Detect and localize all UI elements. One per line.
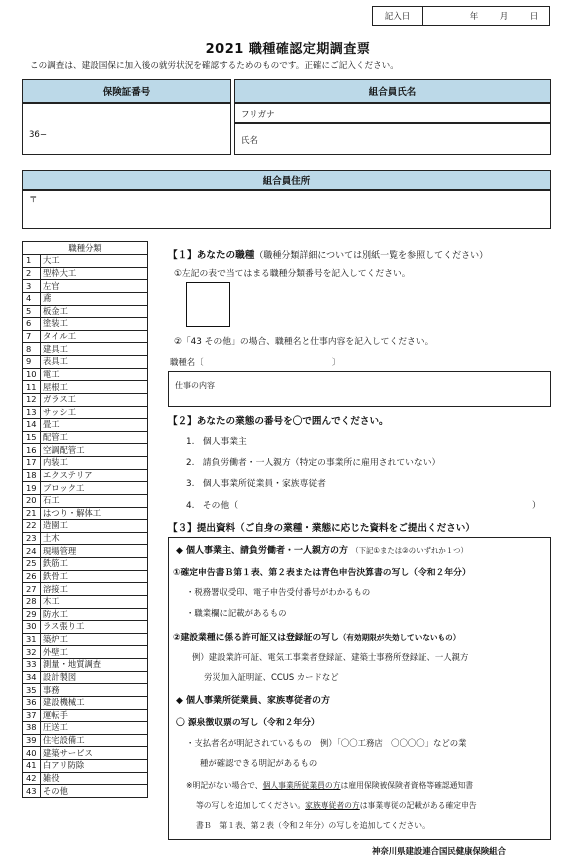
job-name: 建設機械工 bbox=[41, 696, 148, 709]
job-name: 溶接工 bbox=[41, 583, 148, 596]
job-code: 33 bbox=[23, 659, 41, 672]
job-table-row bbox=[23, 419, 148, 432]
job-name: 築炉工 bbox=[41, 633, 148, 646]
job-table-row bbox=[23, 734, 148, 747]
section2-heading: 【２】あなたの業態の番号を〇で囲んでください。 bbox=[168, 416, 389, 427]
job-code: 36 bbox=[23, 696, 41, 709]
job-name-bracket-close: 〕 bbox=[332, 357, 341, 367]
job-code: 38 bbox=[23, 722, 41, 735]
option-text: 個人事業所従業員・家族専従者 bbox=[202, 479, 326, 489]
job-table-row bbox=[23, 709, 148, 722]
job-name: 板金工 bbox=[41, 305, 148, 318]
section1-instruction-1: ①左記の表で当てはまる職種分類番号を記入してください。 bbox=[174, 269, 411, 279]
business-option-1[interactable] bbox=[186, 434, 247, 447]
job-name: 住宅設備工 bbox=[41, 734, 148, 747]
job-code: 8 bbox=[23, 343, 41, 356]
job-table-row bbox=[23, 431, 148, 444]
job-name: 土木 bbox=[41, 532, 148, 545]
option-number: 3. bbox=[186, 479, 195, 489]
job-name: サッシ工 bbox=[41, 406, 148, 419]
job-code: 1 bbox=[23, 255, 41, 268]
job-table-row bbox=[23, 684, 148, 697]
job-name: 測量・地質調査 bbox=[41, 659, 148, 672]
note-text: 等の写しを追加してください。 bbox=[196, 801, 306, 810]
doc-withholding-line-1: ・支払者名が明記されているもの 例）「〇〇工務店 〇〇〇〇」などの業 bbox=[186, 738, 467, 748]
job-code: 23 bbox=[23, 532, 41, 545]
job-table-row bbox=[23, 520, 148, 533]
doc-note-line-3: 書Ｂ 第１表、第２表（令和２年分）の写しを追加してください。 bbox=[196, 821, 430, 830]
docs-group-a-title: ◆ 個人事業主、請負労働者・一人親方の方 bbox=[176, 546, 349, 556]
note-text: は雇用保険被保険者資格等確認通知書 bbox=[340, 781, 474, 790]
job-name: 外壁工 bbox=[41, 646, 148, 659]
job-name-field[interactable] bbox=[216, 356, 330, 368]
furigana-field[interactable] bbox=[234, 103, 551, 123]
address-header: 組合員住所 bbox=[22, 170, 551, 190]
job-code: 40 bbox=[23, 747, 41, 760]
job-table-row bbox=[23, 583, 148, 596]
job-table-row bbox=[23, 356, 148, 369]
date-entry-box bbox=[372, 6, 550, 26]
job-table-row bbox=[23, 570, 148, 583]
job-table-row bbox=[23, 507, 148, 520]
job-table-row bbox=[23, 659, 148, 672]
job-name: 白アリ防除 bbox=[41, 760, 148, 773]
work-content-label: 仕事の内容 bbox=[175, 381, 215, 390]
job-name: 大工 bbox=[41, 255, 148, 268]
job-name: 表具工 bbox=[41, 356, 148, 369]
job-table-row bbox=[23, 595, 148, 608]
business-option-2[interactable] bbox=[186, 455, 440, 468]
page-title: 2021 職種確認定期調査票 bbox=[205, 42, 371, 57]
job-table-row bbox=[23, 785, 148, 798]
job-name: 木工 bbox=[41, 595, 148, 608]
job-name: 鉄筋工 bbox=[41, 558, 148, 571]
job-table-row bbox=[23, 633, 148, 646]
intro-text: この調査は、建設国保に加入後の就労状況を確認するためのものです。正確にご記入ください。 bbox=[30, 61, 399, 71]
job-code: 26 bbox=[23, 570, 41, 583]
job-name: ラス張り工 bbox=[41, 621, 148, 634]
doc-license-example-1: 例）建設業許可証、電気工事業者登録証、建築士事務所登録証、一人親方 bbox=[192, 652, 469, 662]
section1-heading-line bbox=[168, 247, 488, 261]
job-code: 34 bbox=[23, 671, 41, 684]
job-code: 10 bbox=[23, 368, 41, 381]
job-name: 建具工 bbox=[41, 343, 148, 356]
job-table-row bbox=[23, 457, 148, 470]
job-table-row bbox=[23, 267, 148, 280]
job-name: 事務 bbox=[41, 684, 148, 697]
doc-note-line-2 bbox=[196, 800, 477, 811]
date-label: 記入日 bbox=[373, 7, 423, 25]
job-code: 2 bbox=[23, 267, 41, 280]
job-code: 30 bbox=[23, 621, 41, 634]
job-code: 25 bbox=[23, 558, 41, 571]
note-text: は事業専従の記載がある確定申告 bbox=[359, 801, 477, 810]
job-name: 型枠大工 bbox=[41, 267, 148, 280]
furigana-label: フリガナ bbox=[241, 110, 275, 120]
section1-heading: 【１】あなたの職種 bbox=[168, 250, 255, 261]
job-code: 12 bbox=[23, 393, 41, 406]
job-name: ブロック工 bbox=[41, 482, 148, 495]
job-name: 内装工 bbox=[41, 457, 148, 470]
job-table-row bbox=[23, 671, 148, 684]
job-code: 6 bbox=[23, 318, 41, 331]
job-table-row bbox=[23, 330, 148, 343]
doc-license-example-2: 労災加入証明証、CCUS カードなど bbox=[204, 672, 339, 682]
job-name: 左官 bbox=[41, 280, 148, 293]
job-table-row bbox=[23, 621, 148, 634]
job-table-row bbox=[23, 760, 148, 773]
job-code: 4 bbox=[23, 292, 41, 305]
job-table-row bbox=[23, 280, 148, 293]
section1-instruction-2: ②「43 その他」の場合、職種名と仕事内容を記入してください。 bbox=[174, 337, 434, 347]
job-code-input-box[interactable] bbox=[186, 282, 230, 327]
option-text: その他（ bbox=[202, 501, 238, 511]
job-name: その他 bbox=[41, 785, 148, 798]
job-code: 42 bbox=[23, 772, 41, 785]
job-name: 運転手 bbox=[41, 709, 148, 722]
job-code: 35 bbox=[23, 684, 41, 697]
job-code: 29 bbox=[23, 608, 41, 621]
job-name: 鳶 bbox=[41, 292, 148, 305]
job-code: 27 bbox=[23, 583, 41, 596]
job-table-row bbox=[23, 343, 148, 356]
job-name: ガラス工 bbox=[41, 393, 148, 406]
job-code: 28 bbox=[23, 595, 41, 608]
work-content-field[interactable] bbox=[168, 371, 551, 407]
option-text: 請負労働者・一人親方（特定の事業所に雇用されていない） bbox=[202, 458, 441, 468]
member-name-header: 組合員氏名 bbox=[234, 79, 551, 103]
job-code: 20 bbox=[23, 494, 41, 507]
footer-organization: 神奈川県建設連合国民健康保険組合 bbox=[372, 846, 506, 856]
option-number: 2. bbox=[186, 458, 195, 468]
job-code: 11 bbox=[23, 381, 41, 394]
job-table-row bbox=[23, 381, 148, 394]
required-documents-box bbox=[168, 537, 551, 840]
job-table-row bbox=[23, 494, 148, 507]
docs-group-b-title: ◆ 個人事業所従業員、家族専従者の方 bbox=[176, 696, 331, 706]
section1-heading-note: （職種分類詳細については別紙一覧を参照してください） bbox=[254, 251, 489, 261]
job-table-row bbox=[23, 318, 148, 331]
job-table-row bbox=[23, 368, 148, 381]
note-underlined: 家族専従者の方 bbox=[305, 801, 360, 810]
other-business-field[interactable] bbox=[270, 497, 528, 510]
address-field[interactable] bbox=[22, 190, 551, 229]
job-table-row bbox=[23, 646, 148, 659]
job-table-row bbox=[23, 393, 148, 406]
job-table-row bbox=[23, 696, 148, 709]
option-text: 個人事業主 bbox=[202, 437, 247, 447]
job-name: 圧送工 bbox=[41, 722, 148, 735]
job-table-header: 職種分類 bbox=[23, 242, 148, 255]
docs-group-a-title-line bbox=[176, 543, 468, 556]
job-table-row bbox=[23, 772, 148, 785]
doc-tax-return-title: ①確定申告書Ｂ第１表、第２表または青色申告決算書の写し（令和２年分） bbox=[173, 568, 471, 578]
job-code: 32 bbox=[23, 646, 41, 659]
job-name: 屋根工 bbox=[41, 381, 148, 394]
job-code: 17 bbox=[23, 457, 41, 470]
job-name: タイル工 bbox=[41, 330, 148, 343]
job-name: 塗装工 bbox=[41, 318, 148, 331]
job-name: 配管工 bbox=[41, 431, 148, 444]
job-code: 39 bbox=[23, 734, 41, 747]
doc-withholding-title: 〇 源泉徴収票の写し（令和２年分） bbox=[176, 718, 320, 728]
docs-group-a-note: （下記①または②のいずれか１つ） bbox=[351, 546, 468, 555]
job-code: 16 bbox=[23, 444, 41, 457]
doc-note-line-1 bbox=[186, 780, 473, 791]
job-name: はつり・解体工 bbox=[41, 507, 148, 520]
job-code: 15 bbox=[23, 431, 41, 444]
job-name: 雑役 bbox=[41, 772, 148, 785]
insurance-number-prefix: 36− bbox=[29, 130, 47, 140]
insurance-number-field[interactable] bbox=[22, 103, 231, 155]
job-code: 14 bbox=[23, 419, 41, 432]
job-code: 24 bbox=[23, 545, 41, 558]
doc-tax-return-bullet-2: ・職業欄に記載があるもの bbox=[186, 608, 287, 618]
doc-license-note: （有効期限が失効していないもの） bbox=[338, 633, 461, 642]
job-name-label: 職種名〔 bbox=[170, 357, 204, 367]
business-option-4[interactable] bbox=[186, 498, 238, 511]
job-name: 防水工 bbox=[41, 608, 148, 621]
date-field[interactable] bbox=[423, 7, 549, 25]
job-table-row bbox=[23, 255, 148, 268]
job-table-row bbox=[23, 305, 148, 318]
job-name: エクステリア bbox=[41, 469, 148, 482]
job-table-row bbox=[23, 469, 148, 482]
job-table-row bbox=[23, 722, 148, 735]
job-code: 19 bbox=[23, 482, 41, 495]
job-code: 18 bbox=[23, 469, 41, 482]
job-code: 7 bbox=[23, 330, 41, 343]
job-code: 43 bbox=[23, 785, 41, 798]
job-classification-table bbox=[22, 241, 148, 798]
month-unit: 月 bbox=[499, 12, 509, 22]
business-option-3[interactable] bbox=[186, 476, 326, 489]
year-unit: 年 bbox=[469, 12, 479, 22]
job-table-row bbox=[23, 406, 148, 419]
job-code: 31 bbox=[23, 633, 41, 646]
section3-heading: 【３】提出資料（ご自身の業種・業態に応じた資料をご提出ください） bbox=[168, 523, 475, 534]
job-name: 設計製図 bbox=[41, 671, 148, 684]
note-underlined: 個人事業所従業員の方 bbox=[262, 781, 341, 790]
job-name: 畳工 bbox=[41, 419, 148, 432]
doc-license-title: ②建設業種に係る許可証又は登録証の写し bbox=[173, 633, 339, 643]
name-label: 氏名 bbox=[241, 136, 259, 146]
job-table-row bbox=[23, 747, 148, 760]
job-name: 空調配管工 bbox=[41, 444, 148, 457]
job-code: 3 bbox=[23, 280, 41, 293]
job-table-row bbox=[23, 608, 148, 621]
job-code: 37 bbox=[23, 709, 41, 722]
job-code: 41 bbox=[23, 760, 41, 773]
day-unit: 日 bbox=[529, 12, 539, 22]
other-bracket-close: ） bbox=[532, 501, 541, 511]
option-number: 4. bbox=[186, 501, 195, 511]
job-code: 13 bbox=[23, 406, 41, 419]
name-field[interactable] bbox=[234, 123, 551, 155]
job-table-row bbox=[23, 532, 148, 545]
job-table-row bbox=[23, 558, 148, 571]
job-table-row bbox=[23, 444, 148, 457]
doc-tax-return-bullet-1: ・税務署収受印、電子申告受付番号がわかるもの bbox=[186, 587, 371, 597]
job-table-row bbox=[23, 545, 148, 558]
insurance-number-header: 保険証番号 bbox=[22, 79, 231, 103]
job-code: 9 bbox=[23, 356, 41, 369]
job-name: 建築サービス bbox=[41, 747, 148, 760]
job-code: 22 bbox=[23, 520, 41, 533]
option-number: 1. bbox=[186, 437, 195, 447]
doc-withholding-line-2: 種が確認できる明記があるもの bbox=[200, 758, 318, 768]
job-table-row bbox=[23, 482, 148, 495]
job-code: 21 bbox=[23, 507, 41, 520]
job-name: 石工 bbox=[41, 494, 148, 507]
job-name: 鉄骨工 bbox=[41, 570, 148, 583]
job-name: 造園工 bbox=[41, 520, 148, 533]
job-table-row bbox=[23, 292, 148, 305]
postal-mark: 〒 bbox=[29, 195, 38, 205]
job-name: 電工 bbox=[41, 368, 148, 381]
doc-license-title-line bbox=[173, 630, 460, 643]
job-code: 5 bbox=[23, 305, 41, 318]
job-name: 現場管理 bbox=[41, 545, 148, 558]
note-text: ※明記がない場合で、 bbox=[186, 781, 263, 790]
